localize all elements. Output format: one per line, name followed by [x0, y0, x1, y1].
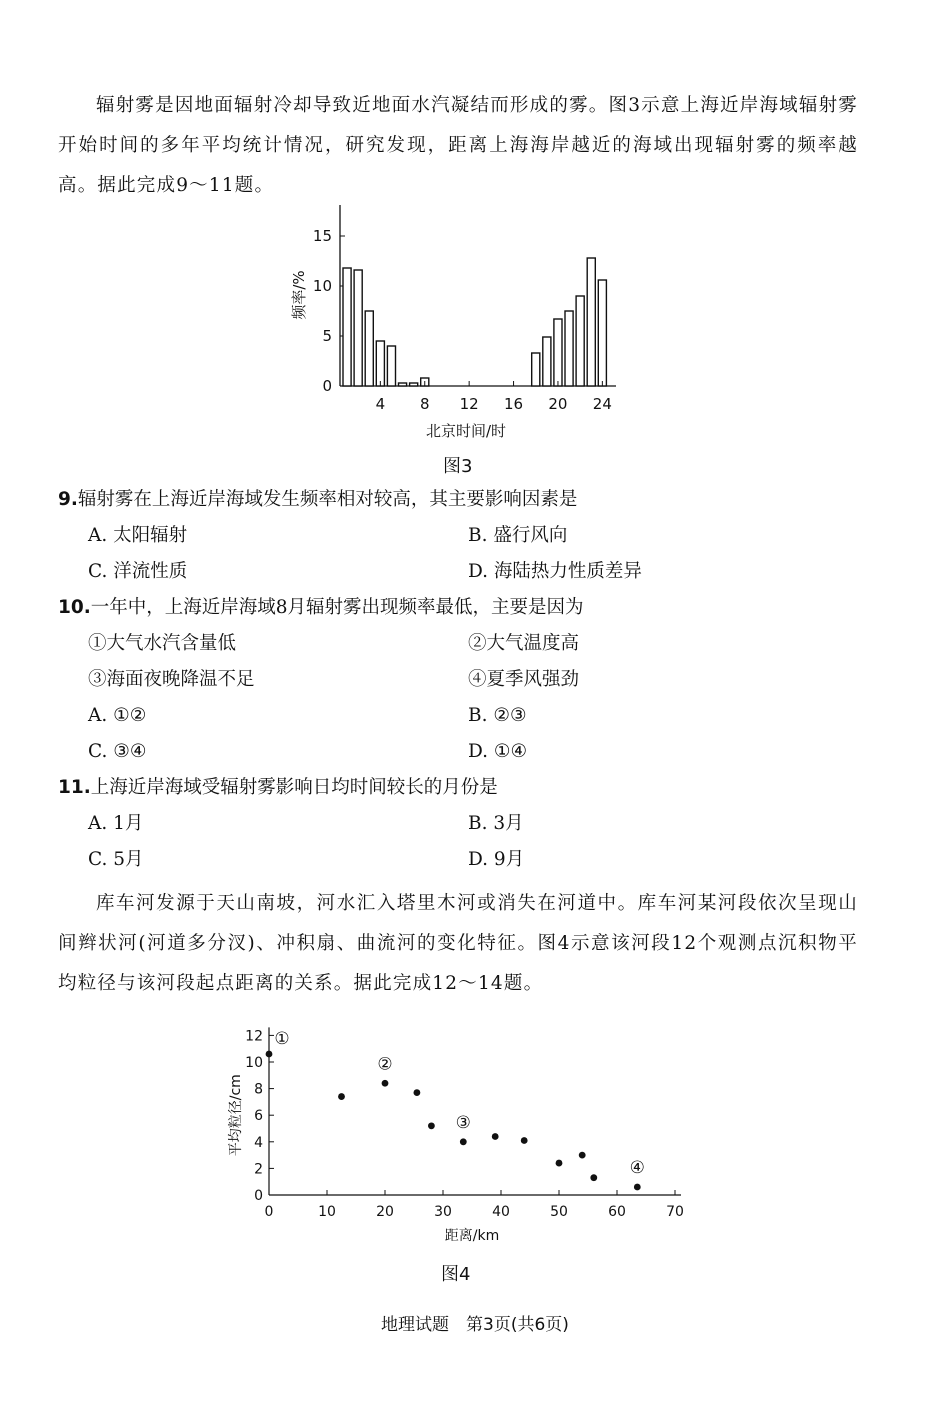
figure-3-caption: 图3	[443, 456, 473, 477]
data-point	[428, 1122, 435, 1129]
question-10-text: 一年中，上海近岸海域8月辐射雾出现频率最低，主要是因为	[90, 597, 584, 618]
x-axis-label: 距离/km	[444, 1228, 500, 1244]
q11-option-d[interactable]: D. 9月	[468, 849, 525, 870]
bar	[554, 319, 562, 386]
question-11-number: 11.	[58, 777, 91, 798]
bar	[365, 311, 373, 386]
bar	[410, 383, 418, 386]
question-10-number: 10.	[58, 597, 91, 618]
bar	[576, 296, 584, 386]
data-point	[266, 1051, 273, 1058]
bar	[399, 383, 407, 386]
data-point	[414, 1089, 421, 1096]
x-axis-label: 北京时间/时	[425, 422, 507, 440]
x-tick-label: 16	[504, 395, 524, 413]
x-tick-label: 24	[592, 395, 612, 413]
q11-option-c[interactable]: C. 5月	[88, 849, 144, 870]
q9-option-b[interactable]: B. 盛行风向	[468, 525, 568, 546]
x-tick-label: 40	[492, 1204, 510, 1220]
y-tick-label: 8	[254, 1081, 263, 1098]
y-tick-label: 0	[322, 377, 332, 395]
bar	[598, 280, 606, 386]
question-9-number: 9.	[58, 489, 78, 510]
bar	[565, 311, 573, 386]
bar	[376, 341, 384, 386]
data-point	[460, 1138, 467, 1145]
bar	[387, 346, 395, 386]
q10-option-c[interactable]: C. ③④	[88, 741, 147, 762]
figure-3-chart	[280, 200, 640, 450]
q9-option-a[interactable]: A. 太阳辐射	[88, 525, 188, 546]
question-10	[58, 596, 584, 620]
x-tick-label: 20	[548, 395, 568, 413]
x-tick-label: 50	[550, 1204, 568, 1220]
question-11-text: 上海近岸海域受辐射雾影响日均时间较长的月份是	[90, 777, 498, 798]
q10-item-2: ②大气温度高	[468, 633, 580, 654]
y-axis-label: 平均粒径/cm	[228, 1074, 244, 1157]
x-tick-label: 10	[318, 1204, 336, 1220]
q10-option-d[interactable]: D. ①④	[468, 741, 528, 762]
point-marker-label: ②	[377, 1054, 393, 1075]
q10-item-3: ③海面夜晚降温不足	[88, 669, 255, 690]
page-footer: 地理试题 第3页(共6页)	[381, 1315, 569, 1335]
q9-option-d[interactable]: D. 海陆热力性质差异	[468, 561, 642, 582]
figure-4-caption: 图4	[441, 1264, 471, 1285]
q11-option-b[interactable]: B. 3月	[468, 813, 524, 834]
q10-option-b[interactable]: B. ②③	[468, 705, 527, 726]
data-point	[338, 1093, 345, 1100]
q10-item-4: ④夏季风强劲	[468, 669, 580, 690]
q10-item-1: ①大气水汽含量低	[88, 633, 237, 654]
bar	[532, 353, 540, 386]
bar	[543, 337, 551, 386]
question-9-text: 辐射雾在上海近岸海域发生频率相对较高，其主要影响因素是	[77, 489, 578, 510]
intro-paragraph-1: 辐射雾是因地面辐射冷却导致近地面水汽凝结而形成的雾。图3示意上海近岸海域辐射雾开始时间的多年平均统计情况，研究发现，距离上海海岸越近的海域出现辐射雾的频率越高。据此完成9～11题。	[58, 95, 858, 196]
x-tick-label: 12	[459, 395, 479, 413]
y-axis-label: 频率/%	[290, 270, 308, 320]
data-point	[492, 1133, 499, 1140]
x-tick-label: 8	[419, 395, 430, 413]
y-tick-label: 10	[245, 1055, 263, 1071]
data-point	[556, 1160, 563, 1167]
q9-option-c[interactable]: C. 洋流性质	[88, 561, 188, 582]
point-marker-label: ④	[629, 1158, 645, 1179]
question-9	[58, 488, 577, 512]
y-tick-label: 15	[312, 227, 332, 245]
y-tick-label: 10	[312, 277, 332, 295]
data-point	[579, 1152, 586, 1159]
y-tick-label: 4	[254, 1134, 263, 1151]
data-point	[521, 1137, 528, 1144]
y-tick-label: 5	[322, 327, 332, 345]
x-tick-label: 20	[376, 1204, 394, 1220]
y-tick-label: 12	[245, 1028, 263, 1045]
x-tick-label: 60	[608, 1204, 626, 1220]
question-11	[58, 776, 498, 800]
data-point	[634, 1184, 641, 1191]
q11-option-a[interactable]: A. 1月	[88, 813, 144, 834]
figure-4-chart	[222, 990, 702, 1250]
bar	[343, 268, 351, 386]
x-tick-label: 0	[264, 1204, 274, 1220]
point-marker-label: ①	[274, 1029, 290, 1050]
data-point	[590, 1174, 597, 1181]
data-point	[382, 1080, 389, 1087]
y-tick-label: 2	[254, 1161, 263, 1178]
x-tick-label: 30	[434, 1204, 452, 1220]
point-marker-label: ③	[455, 1112, 471, 1133]
x-tick-label: 70	[666, 1204, 684, 1220]
y-tick-label: 6	[254, 1108, 263, 1125]
x-tick-label: 4	[375, 395, 386, 413]
intro-paragraph-2: 库车河发源于天山南坡，河水汇入塔里木河或消失在河道中。库车河某河段依次呈现山间辫状河(河道多分汊)、冲积扇、曲流河的变化特征。图4示意该河段12个观测点沉积物平均粒径与该河段起点距离的关系。据此完成12～14题。	[58, 893, 858, 994]
y-tick-label: 0	[254, 1188, 263, 1204]
q10-option-a[interactable]: A. ①②	[88, 705, 147, 726]
bar	[354, 270, 362, 386]
bar	[587, 258, 595, 386]
